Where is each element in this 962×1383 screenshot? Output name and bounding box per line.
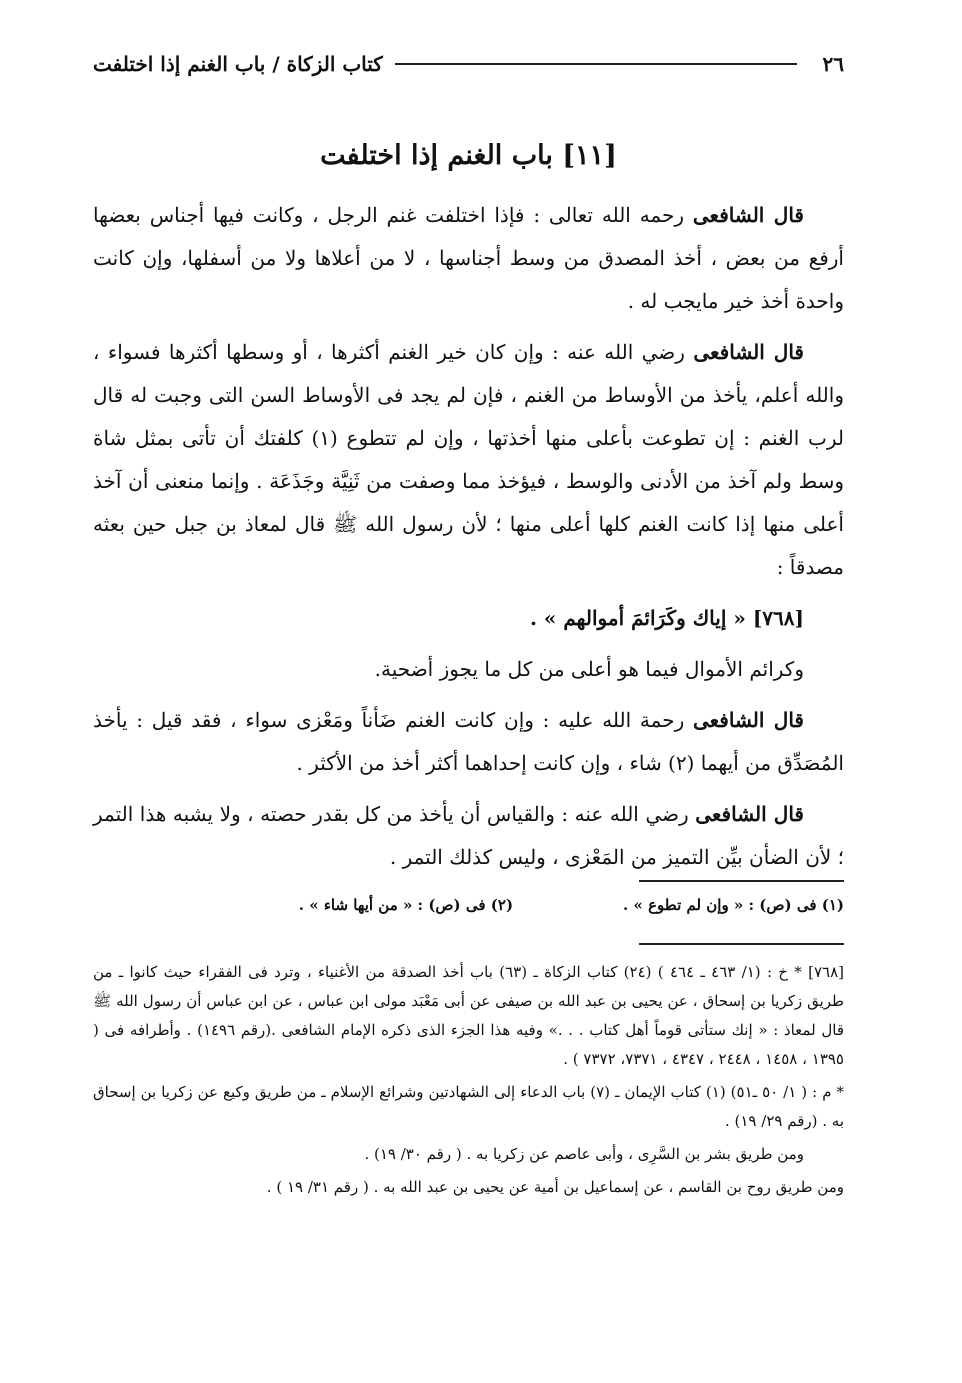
takhrij-entry: ومن طريق بشر بن السَّرِى ، وأبى عاصم عن زكريا به . ( رقم ٣٠/ ١٩) . xyxy=(364,1145,804,1163)
speaker-label: قال الشافعى xyxy=(692,203,804,227)
speaker-label: قال الشافعى xyxy=(693,340,804,364)
takhrij-separator xyxy=(639,943,844,945)
paragraph-text: وكرائم الأموال فيما هو أعلى من كل ما يجوز أضحية. xyxy=(374,657,804,681)
takhrij-entry: [٧٦٨] * خ : (١/ ٤٦٣ ـ ٤٦٤ ) (٢٤) كتاب الزكاة ـ (٦٣) باب أخذ الصدقة من الأغنياء ، وترد فى الفقراء حيث كانوا ـ من طريق زكريا بن إسحاق ، عن يحيى بن عبد الله بن صيفى عن أبى مَعْبَد مولى ابن عباس ، عن ابن عباس أن رسول الله ﷺ قال لمعاذ : « إنك ستأتى قوماً أهل كتاب . . .» وفيه هذا الجزء الذى ذكره الإمام الشافعى .(رقم ١٤٩٦) . وأطرافه فى ( ١٣٩٥ ، ١٤٥٨ ، ٢٤٤٨ ، ٤٣٤٧ ، ٧٣٧١، ٧٣٧٢ ) . xyxy=(93,963,844,1068)
page-number: ٢٦ xyxy=(822,52,844,76)
takhrij-notes xyxy=(93,958,844,1206)
footnote: (٢) فى (ص) : « من أيها شاء » . xyxy=(298,896,514,914)
page-header xyxy=(93,44,844,84)
takhrij-entry: * م : ( ١/ ٥٠ ـ٥١) (١) كتاب الإيمان ـ (٧) باب الدعاء إلى الشهادتين وشرائع الإسلام ـ من طريق وكيع عن زكريا بن إسحاق به . (رقم ٢٩/ ١٩) . xyxy=(93,1083,844,1130)
paragraph xyxy=(93,699,844,785)
header-rule xyxy=(395,63,797,65)
paragraph xyxy=(93,648,844,691)
paragraph-text: رضي الله عنه : والقياس أن يأخذ من كل بقدر حصته ، ولا يشبه هذا التمر ؛ لأن الضأن بيِّن التميز من المَعْزى ، وليس كذلك التمر . xyxy=(93,802,844,869)
paragraph xyxy=(93,793,844,879)
footnote-separator xyxy=(639,880,844,882)
speaker-label: قال الشافعى xyxy=(692,708,804,732)
paragraph-text: [٧٦٨] « إياك وكَرَائمَ أموالهم » . xyxy=(529,606,804,630)
paragraph xyxy=(93,331,844,589)
speaker-label: قال الشافعى xyxy=(695,802,804,826)
paragraph-text: رحمه الله تعالى : فإذا اختلفت غنم الرجل ، وكانت فيها أجناس بعضها أرفع من بعض ، أخذ المصدق من وسط أجناسها ، لا من أعلاها ولا من أسفلها، وإن كانت واحدة أخذ خير مايجب له . xyxy=(93,203,844,313)
main-text xyxy=(93,194,844,887)
paragraph-text: رحمة الله عليه : وإن كانت الغنم ضَأناً ومَعْزى سواء ، فقد قيل : يأخذ المُصَدِّق من أيهما (٢) شاء ، وإن كانت إحداهما أكثر أخذ من الأكثر . xyxy=(93,708,844,775)
hadith-quote xyxy=(93,597,844,640)
footnote: (١) فى (ص) : « وإن لم تطوع » . xyxy=(623,896,844,914)
paragraph xyxy=(93,194,844,323)
takhrij-entry: ومن طريق روح بن القاسم ، عن إسماعيل بن أمية عن يحيى بن عبد الله به . ( رقم ٣١/ ١٩ ) . xyxy=(266,1178,844,1196)
footnotes xyxy=(210,896,844,914)
paragraph-text: رضي الله عنه : وإن كان خير الغنم أكثرها ، أو وسطها أكثرها فسواء ، والله أعلم، يأخذ من الأوساط من الغنم ، فإن لم يجد فى الأوساط السن التى وجبت له قال لرب الغنم : إن تطوعت بأعلى منها أخذتها ، وإن لم تتطوع (١) كلفتك أن تأتى بمثل شاة وسط ولم آخذ من الأدنى والوسط ، فيؤخذ مما وصفت من ثَنِيَّة وجَذَعَة . وإنما منعنى أن آخذ أعلى منها إذا كانت الغنم كلها أعلى منها ؛ لأن رسول الله ﷺ قال لمعاذ بن جبل حين بعثه مصدقاً : xyxy=(93,340,844,579)
chapter-title: [١١] باب الغنم إذا اختلفت xyxy=(320,140,617,171)
running-title: كتاب الزكاة / باب الغنم إذا اختلفت xyxy=(93,52,383,76)
